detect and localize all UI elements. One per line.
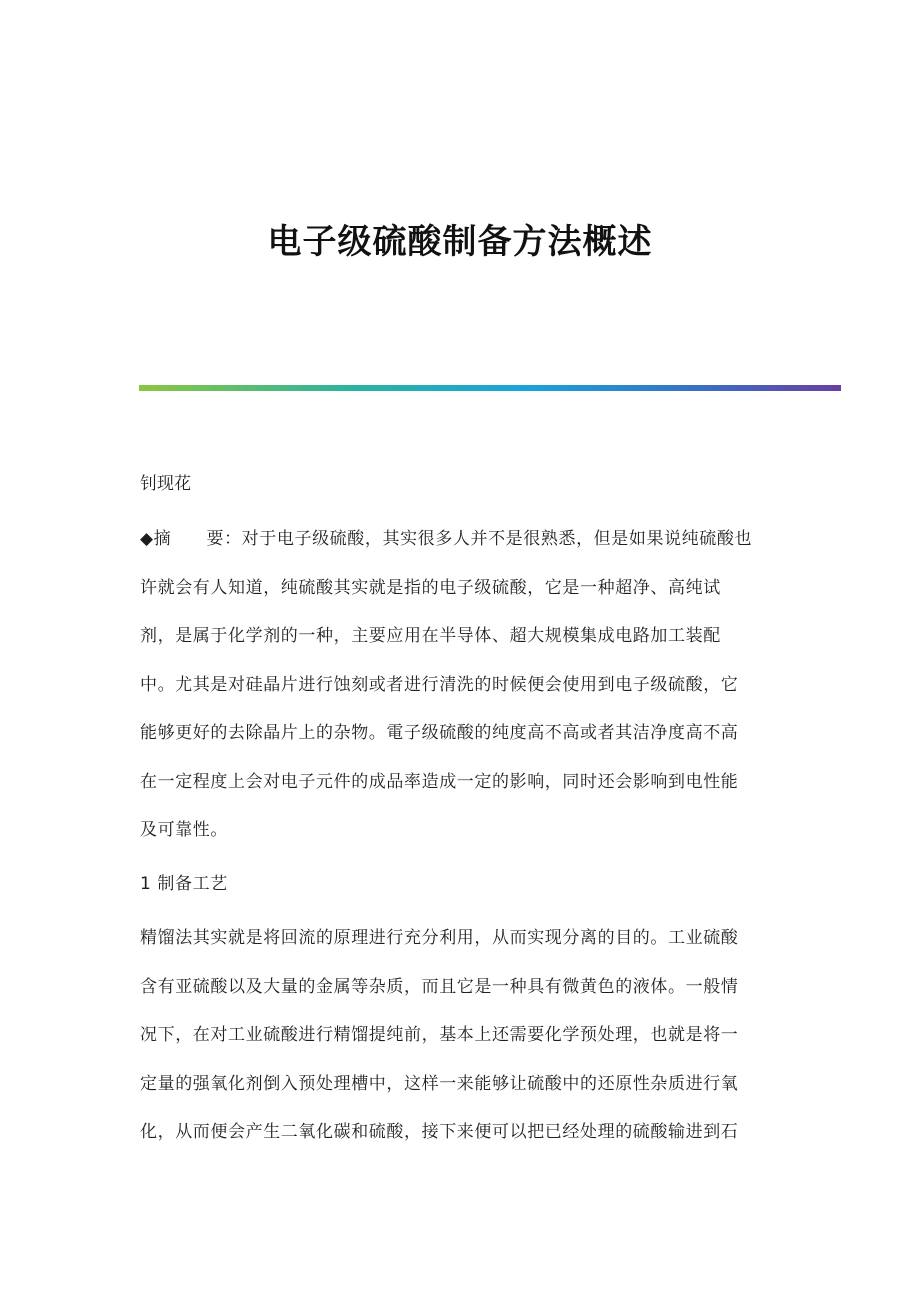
abstract-line: 许就会有人知道，纯硫酸其实就是指的电子级硫酸，它是一种超净、高纯试	[140, 577, 721, 598]
body-line: 化，从而便会产生二氧化碳和硫酸，接下来便可以把已经处理的硫酸输进到石	[140, 1122, 739, 1142]
body-line: 含有亚硫酸以及大量的金属等杂质，而且它是一种具有微黄色的液体。一般情	[140, 976, 739, 997]
abstract-line: 剂，是属于化学剂的一种，主要应用在半导体、超大规模集成电路加工装配	[140, 626, 721, 646]
author-name: 钊现花	[140, 474, 191, 494]
body-line: 精馏法其实就是将回流的原理进行充分利用，从而实现分离的目的。工业硫酸	[140, 928, 739, 948]
body-line: 定量的强氧化剂倒入预处理槽中，这样一来能够让硫酸中的还原性杂质进行氧	[140, 1073, 739, 1094]
abstract-line: 在一定程度上会对电子元件的成品率造成一定的影响，同时还会影响到电性能	[140, 771, 739, 792]
abstract-line: 及可靠性。	[140, 820, 228, 840]
section-1-paragraph	[140, 914, 738, 1157]
title-divider-gradient	[139, 385, 841, 391]
abstract-line: 能够更好的去除晶片上的杂物。電子级硫酸的纯度高不高或者其洁净度高不高	[140, 723, 739, 743]
abstract-line: 中。尤其是对硅晶片进行蚀刻或者进行清洗的时候便会使用到电子级硫酸，它	[140, 674, 739, 695]
abstract-line: ◆摘 要：对于电子级硫酸，其实很多人并不是很熟悉，但是如果说纯硫酸也	[140, 529, 753, 549]
body-line: 况下，在对工业硫酸进行精馏提纯前，基本上还需要化学预处理，也就是将一	[140, 1025, 739, 1045]
abstract-paragraph	[140, 515, 752, 855]
section-heading: 1 制备工艺	[140, 874, 228, 894]
document-title: 电子级硫酸制备方法概述	[267, 222, 653, 262]
